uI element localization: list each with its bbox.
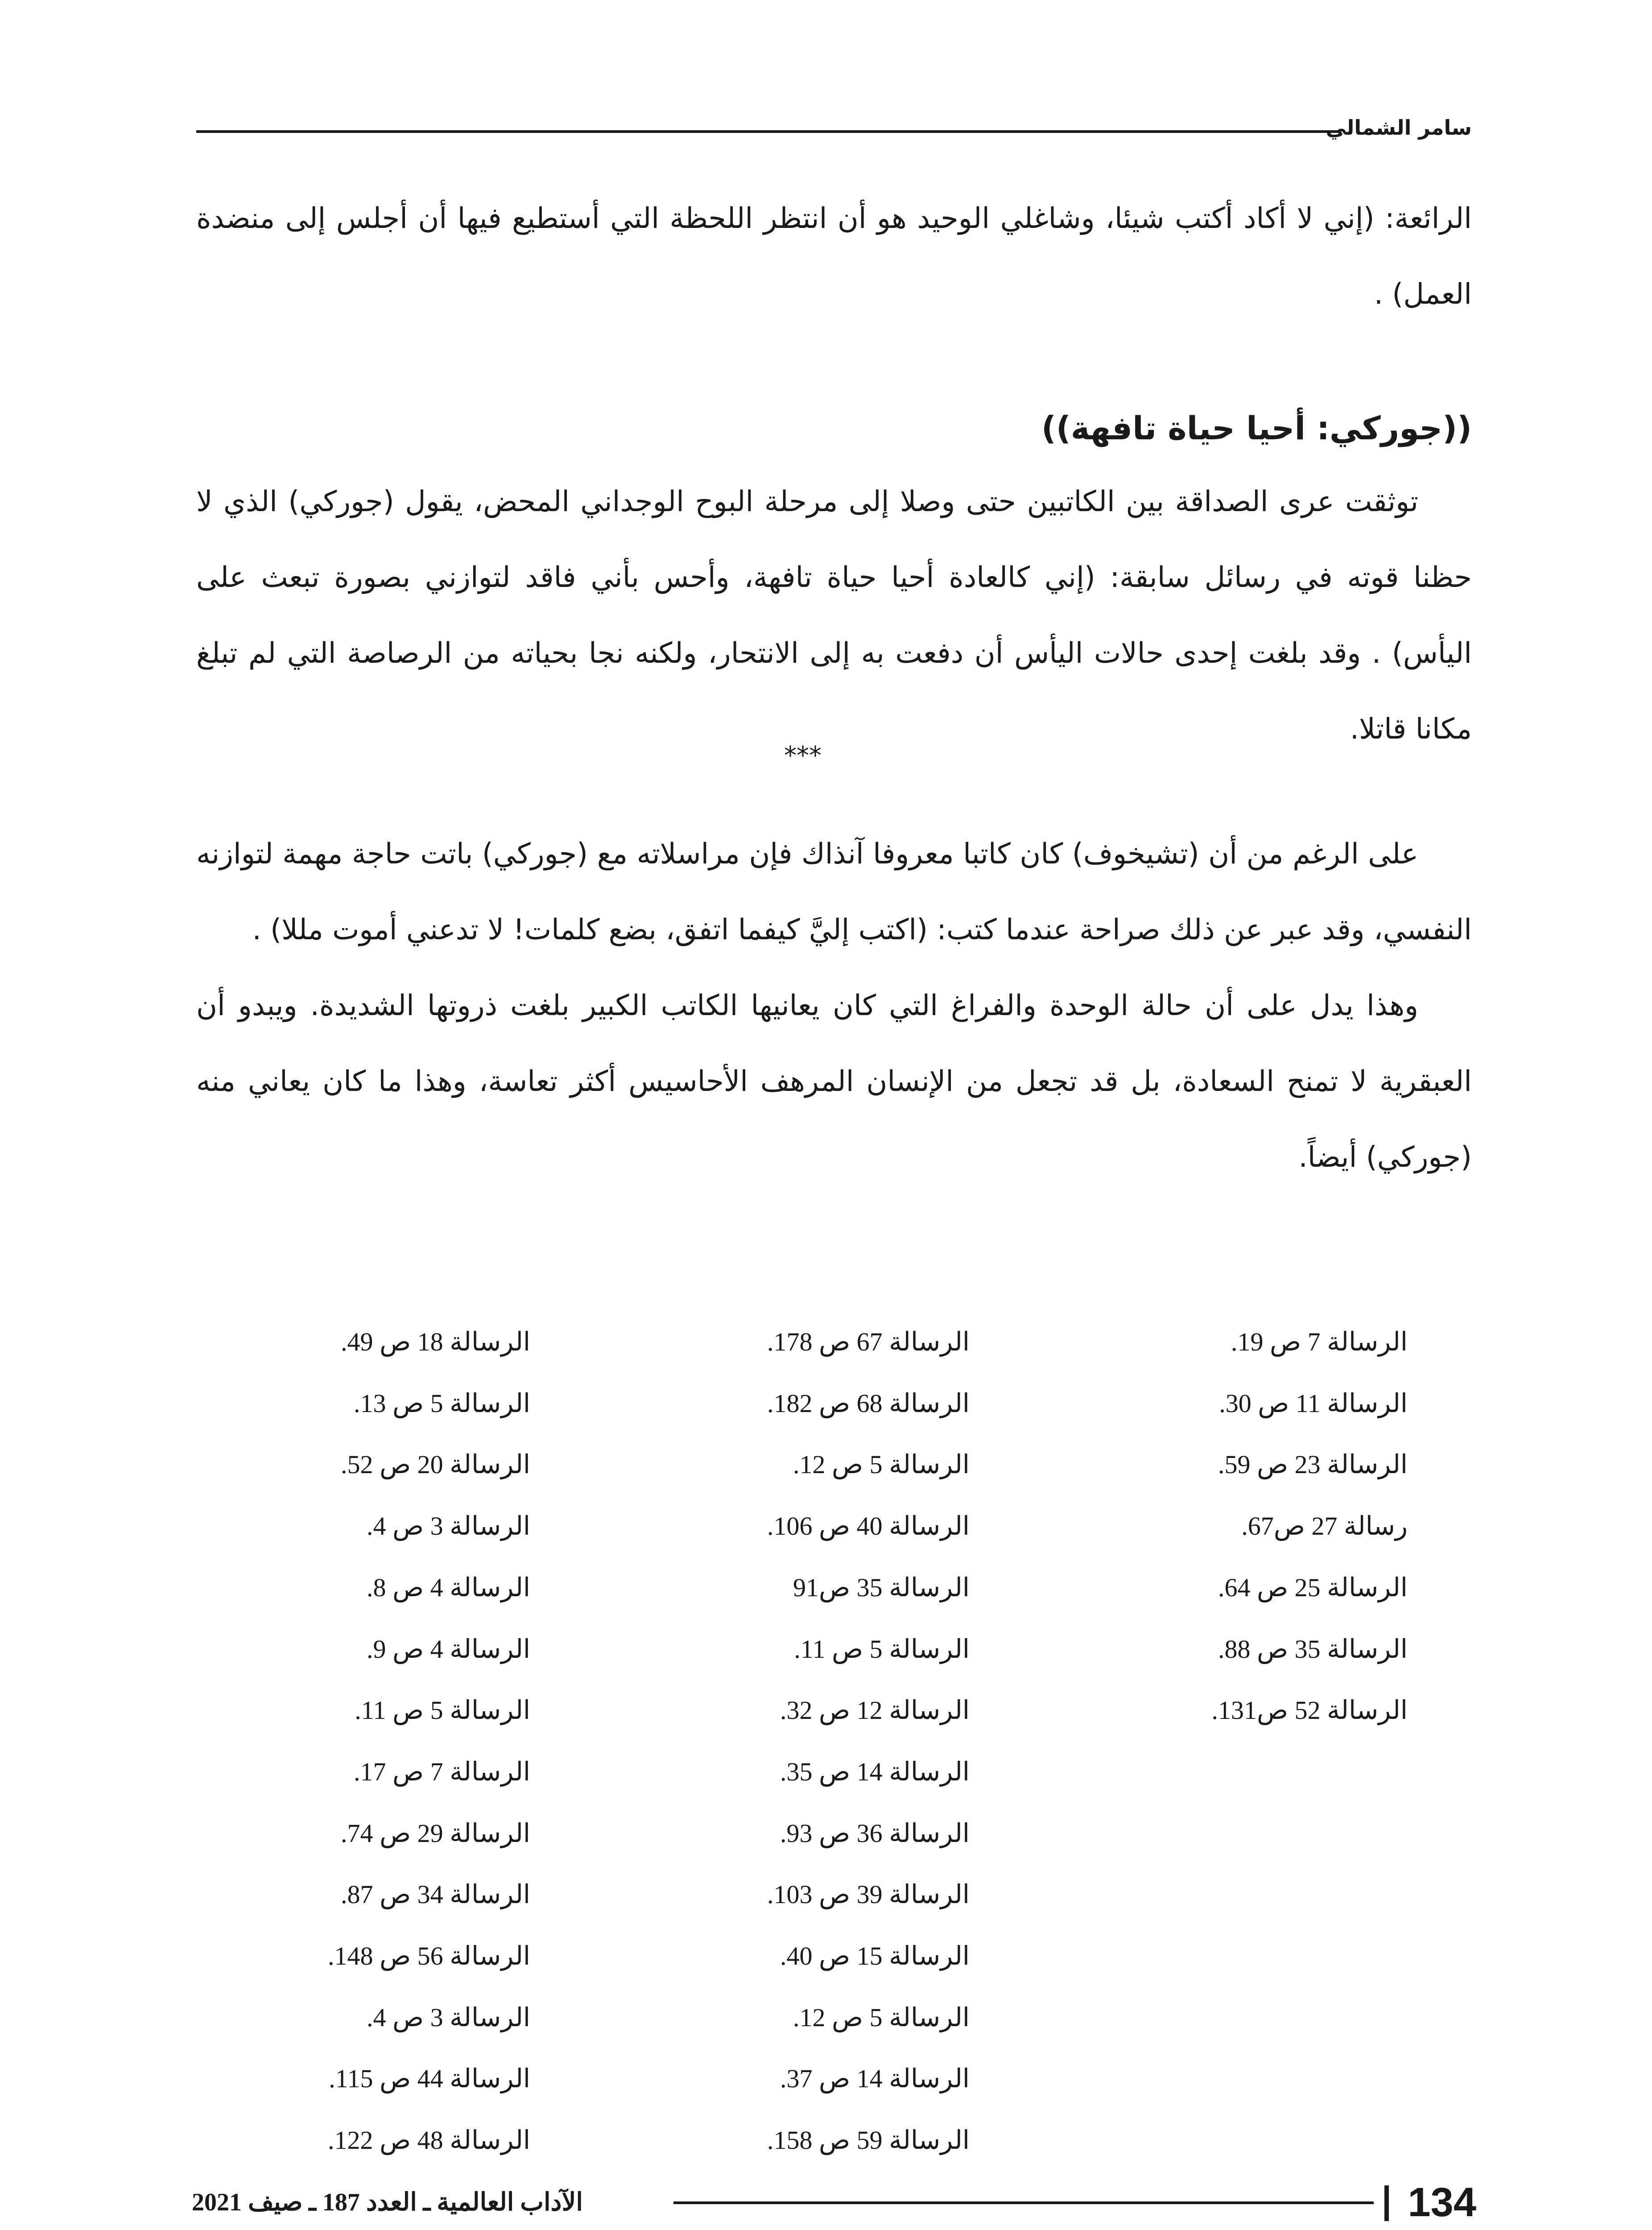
reference-item: الرسالة 44 ص 115. xyxy=(329,2064,530,2094)
reference-item: الرسالة 5 ص 13. xyxy=(354,1388,530,1418)
reference-item: الرسالة 7 ص 19. xyxy=(1231,1327,1408,1356)
reference-item: الرسالة 29 ص 74. xyxy=(341,1818,530,1848)
section-paragraph-block xyxy=(196,464,1472,770)
header-author: سامر الشمالي xyxy=(1326,116,1472,140)
reference-item: الرسالة 5 ص 12. xyxy=(793,1450,970,1479)
references-column-right xyxy=(1212,1311,1408,1741)
reference-item: الرسالة 14 ص 35. xyxy=(780,1757,970,1786)
reference-item: الرسالة 4 ص 8. xyxy=(367,1573,530,1602)
reference-item: الرسالة 67 ص 178. xyxy=(767,1327,970,1356)
reference-item: الرسالة 14 ص 37. xyxy=(780,2064,970,2094)
reference-item: الرسالة 11 ص 30. xyxy=(1219,1388,1408,1418)
reference-item: الرسالة 20 ص 52. xyxy=(341,1450,530,1479)
intro-paragraph-block xyxy=(196,181,1472,332)
reference-item: الرسالة 5 ص 11. xyxy=(794,1634,970,1664)
reference-item: الرسالة 56 ص 148. xyxy=(328,1941,530,1971)
footer-journal-info: الآداب العالمية ـ العدد 187 ـ صيف 2021 xyxy=(192,2189,583,2216)
reference-item: الرسالة 4 ص 9. xyxy=(367,1634,530,1664)
reference-item: الرسالة 15 ص 40. xyxy=(780,1941,970,1971)
reference-item: الرسالة 68 ص 182. xyxy=(767,1388,970,1418)
paragraph-2: على الرغم من أن (تشيخوف) كان كاتبا معروفا آنذاك فإن مراسلاته مع (جوركي) باتت حاجة مهمة لتوازنه النفسي، وقد عبر عن ذلك صراحة عندما كتب: (اكتب إليَّ كيفما اتفق، بضع كلمات! لا تدعني أموت مللا) . xyxy=(196,838,1472,946)
reference-item: الرسالة 12 ص 32. xyxy=(780,1696,970,1725)
page-number: 134 xyxy=(1408,2180,1476,2225)
references-column-left xyxy=(328,1311,530,2171)
closing-paragraphs-block xyxy=(196,816,1472,1195)
footer-separator-bar xyxy=(1384,2185,1389,2221)
intro-paragraph: الرائعة: (إني لا أكاد أكتب شيئا، وشاغلي الوحيد هو أن انتظر اللحظة التي أستطيع فيها أن أجلس إلى منضدة العمل) . xyxy=(196,202,1472,311)
reference-item: الرسالة 5 ص 11. xyxy=(355,1696,530,1725)
page-footer xyxy=(192,2176,1476,2226)
paragraph-1: توثقت عرى الصداقة بين الكاتبين حتى وصلا إلى مرحلة البوح الوجداني المحض، يقول (جوركي) الذي لا حظنا قوته في رسائل سابقة: (إني كالعادة أحيا حياة تافهة، وأحس بأني فاقد لتوازني بصورة تبعث على اليأس) . وقد بلغت إحدى حالات اليأس أن دفعت به إلى الانتحار، ولكنه نجا بحياته من الرصاصة التي لم تبلغ مكانا قاتلا. xyxy=(196,485,1472,746)
reference-item: الرسالة 35 ص91 xyxy=(793,1573,970,1602)
reference-item: الرسالة 40 ص 106. xyxy=(767,1511,970,1541)
reference-item: الرسالة 35 ص 88. xyxy=(1218,1634,1408,1664)
reference-item: الرسالة 48 ص 122. xyxy=(328,2126,530,2155)
header-rule xyxy=(196,130,1338,133)
reference-item: الرسالة 23 ص 59. xyxy=(1218,1450,1408,1479)
paragraph-3: وهذا يدل على أن حالة الوحدة والفراغ التي كان يعانيها الكاتب الكبير بلغت ذروتها الشديدة. ويبدو أن العبقرية لا تمنح السعادة، بل قد تجعل من الإنسان المرهف الأحاسيس أكثر تعاسة، وهذا ما كان يعاني منه (جوركي) أيضاً. xyxy=(196,989,1472,1174)
section-separator: *** xyxy=(784,741,822,770)
reference-item: الرسالة 5 ص 12. xyxy=(793,2003,970,2032)
reference-item: الرسالة 39 ص 103. xyxy=(767,1880,970,1909)
reference-item: الرسالة 36 ص 93. xyxy=(780,1818,970,1848)
reference-item: الرسالة 25 ص 64. xyxy=(1218,1573,1408,1602)
reference-item: الرسالة 3 ص 4. xyxy=(367,2003,530,2032)
reference-item: الرسالة 3 ص 4. xyxy=(367,1511,530,1541)
section-heading: ((جوركي: أحيا حياة تافهة)) xyxy=(1041,409,1472,447)
running-header xyxy=(196,107,1472,143)
footer-rule xyxy=(673,2201,1374,2204)
reference-item: رسالة 27 ص67. xyxy=(1241,1511,1408,1541)
reference-item: الرسالة 34 ص 87. xyxy=(341,1880,530,1909)
reference-item: الرسالة 59 ص 158. xyxy=(767,2126,970,2155)
reference-item: الرسالة 7 ص 17. xyxy=(354,1757,530,1786)
reference-item: الرسالة 18 ص 49. xyxy=(341,1327,530,1356)
references-column-middle xyxy=(767,1311,970,2171)
reference-item: الرسالة 52 ص131. xyxy=(1211,1696,1408,1725)
